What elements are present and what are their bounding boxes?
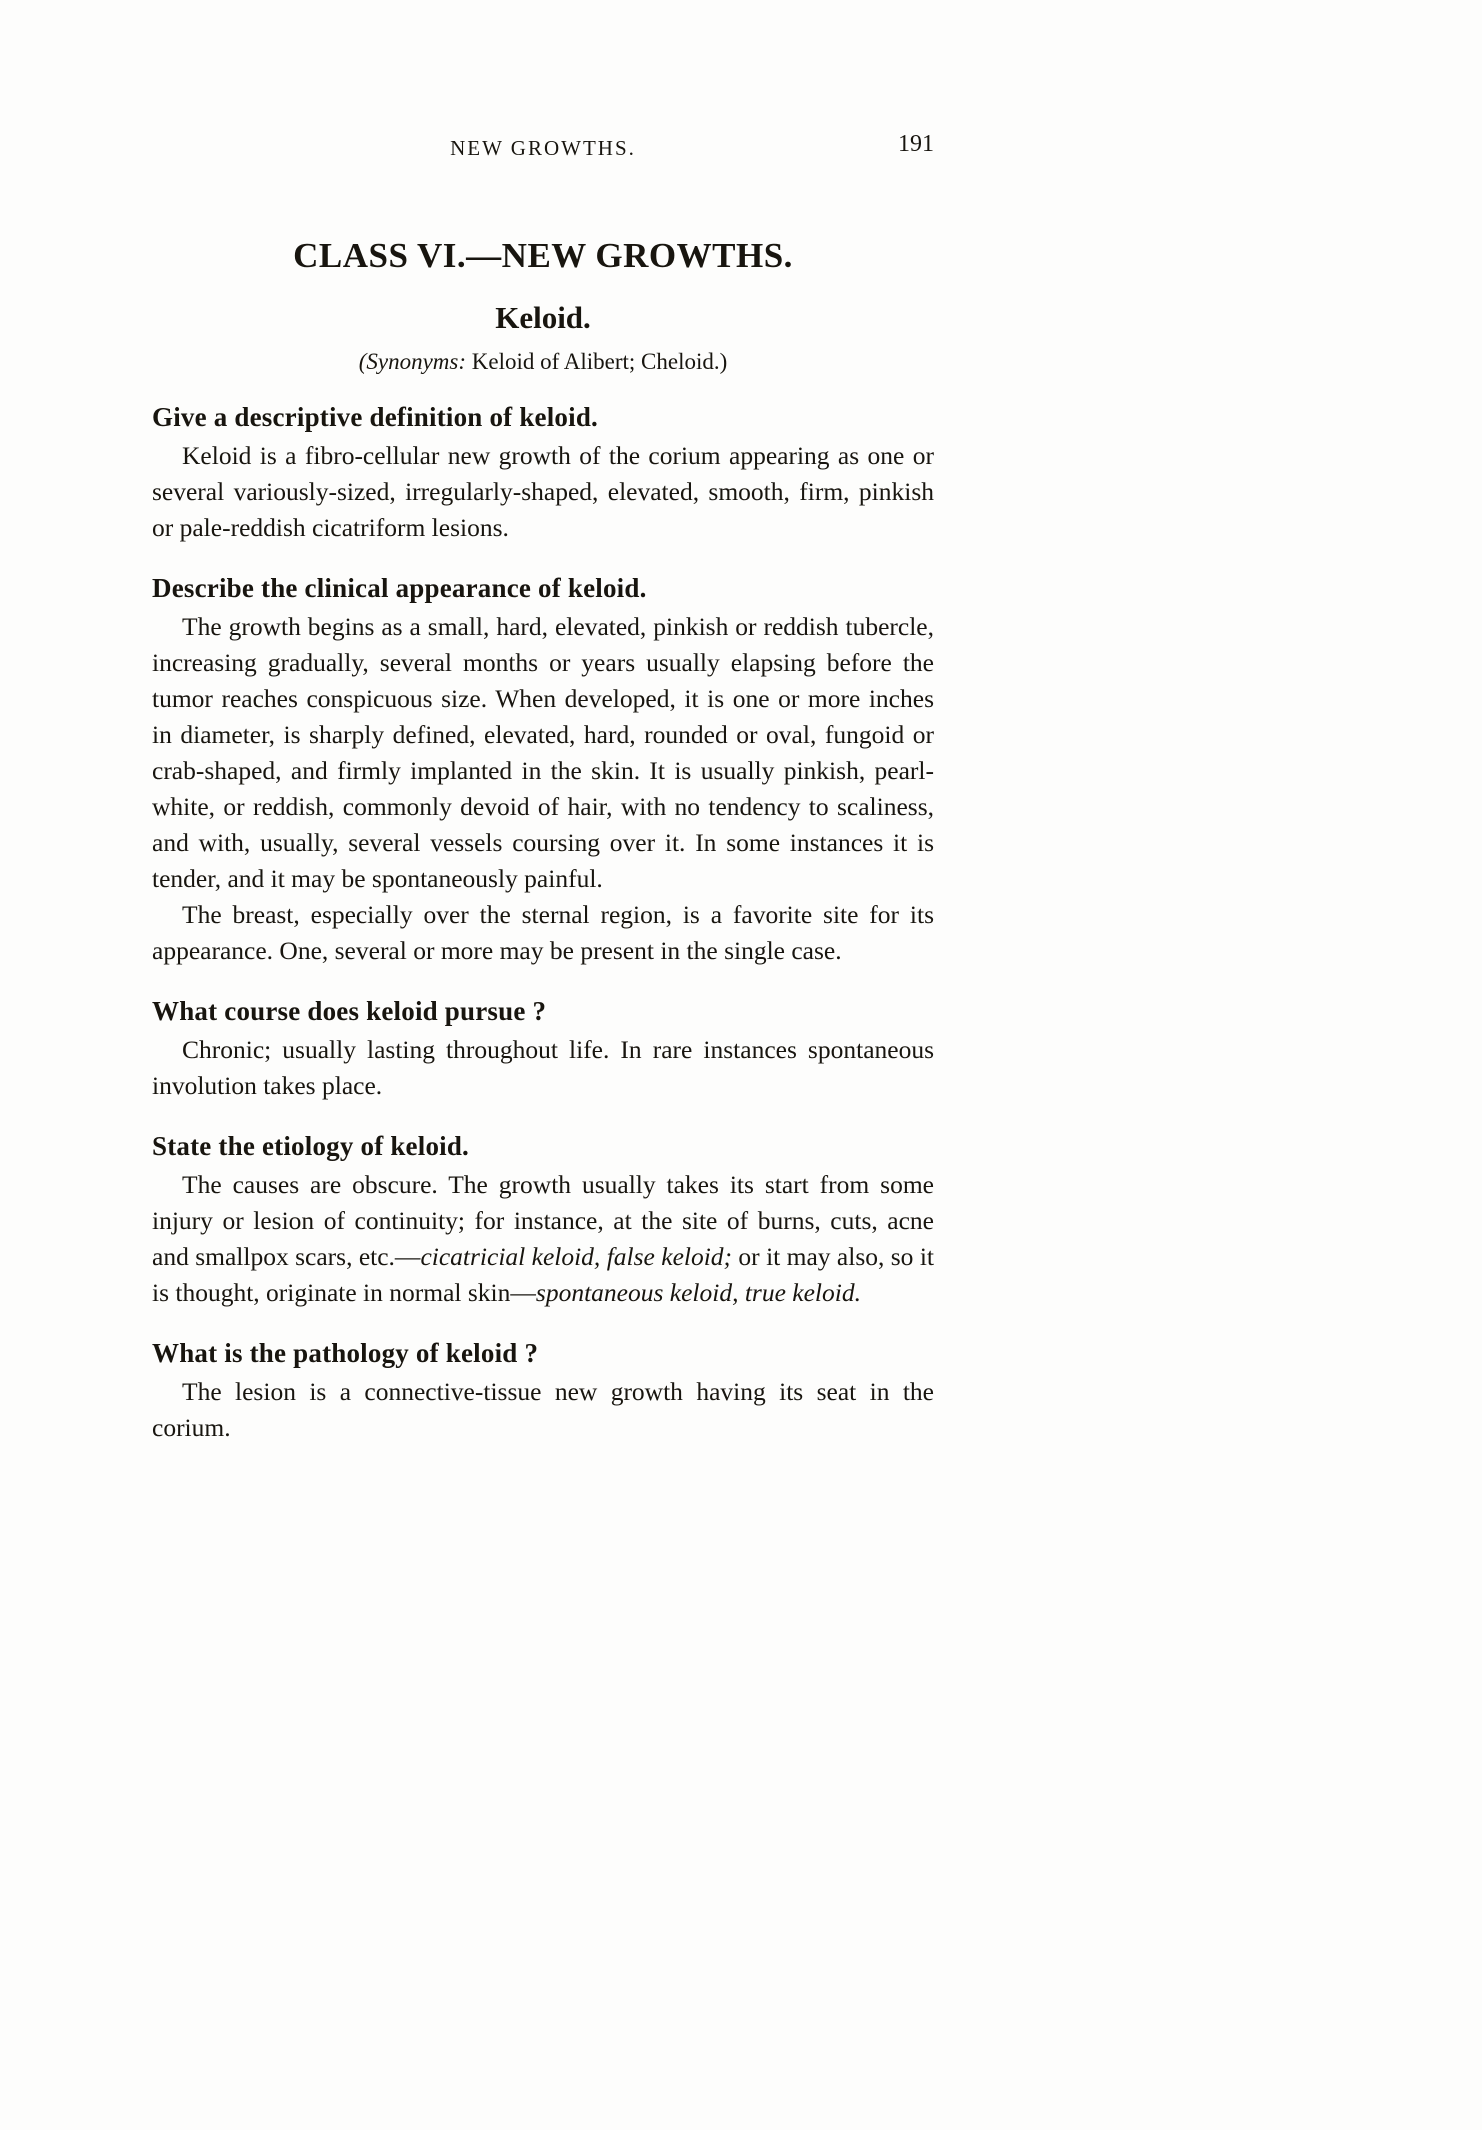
question-heading: Give a descriptive definition of keloid. <box>152 402 598 432</box>
running-header: NEW GROWTHS. <box>450 136 636 160</box>
question-heading: What course does keloid pursue ? <box>152 996 547 1026</box>
answer-paragraph <box>152 438 934 546</box>
answer-paragraph <box>152 1167 934 1311</box>
synonyms-line <box>152 349 934 375</box>
italic-run: spontaneous keloid, true keloid. <box>535 1278 861 1307</box>
answer-paragraph <box>152 609 934 897</box>
italic-run: cicatricial keloid, false keloid; <box>420 1242 733 1271</box>
running-header-row <box>152 131 934 166</box>
question-heading: State the etiology of keloid. <box>152 1131 470 1161</box>
text-run: Chronic; usually lasting throughout life. In rare instances spontaneous involution takes place. <box>152 1035 934 1100</box>
question-heading: Describe the clinical appearance of keloid. <box>152 573 647 603</box>
topic-title: Keloid. <box>495 300 591 335</box>
qa-sections <box>152 402 934 1446</box>
page-number: 191 <box>898 131 934 157</box>
text-run: The breast, especially over the sternal region, is a favorite site for its appearance. One, several or more may be present in the single case. <box>152 900 934 965</box>
text-block <box>152 0 934 1446</box>
text-run: Keloid of Alibert; Cheloid.) <box>471 349 728 374</box>
text-run: The lesion is a connective-tissue new growth having its seat in the corium. <box>152 1377 934 1442</box>
text-run: or it may also, so it is thought, originate in normal skin— <box>152 1242 934 1307</box>
text-run: The growth begins as a small, hard, elevated, pinkish or reddish tubercle, increasing gradually, several months or years usually elapsing before the tumor reaches conspicuous size. When developed, it is one or more inches in diameter, is sharply defined, elevated, hard, rounded or oval, fungoid or crab-shaped, and firmly implanted in the skin. It is usually pinkish, pearl-white, or reddish, commonly devoid of hair, with no tendency to scaliness, and with, usually, several vessels coursing over it. In some instances it is tender, and it may be spontaneously painful. <box>152 612 934 893</box>
italic-run: (Synonyms: <box>358 349 472 374</box>
answer-paragraph <box>152 1374 934 1446</box>
answer-paragraph <box>152 897 934 969</box>
text-run: The causes are obscure. The growth usually takes its start from some injury or lesion of continuity; for instance, at the site of burns, cuts, acne and smallpox scars, etc.— <box>152 1170 934 1271</box>
answer-paragraph <box>152 1032 934 1104</box>
text-run: Keloid is a fibro-cellular new growth of the corium appearing as one or several variously-sized, irregularly-shaped, elevated, smooth, firm, pinkish or pale-reddish cicatriform lesions. <box>152 441 934 542</box>
chapter-title: CLASS VI.—NEW GROWTHS. <box>293 236 793 275</box>
question-heading: What is the pathology of keloid ? <box>152 1338 539 1368</box>
